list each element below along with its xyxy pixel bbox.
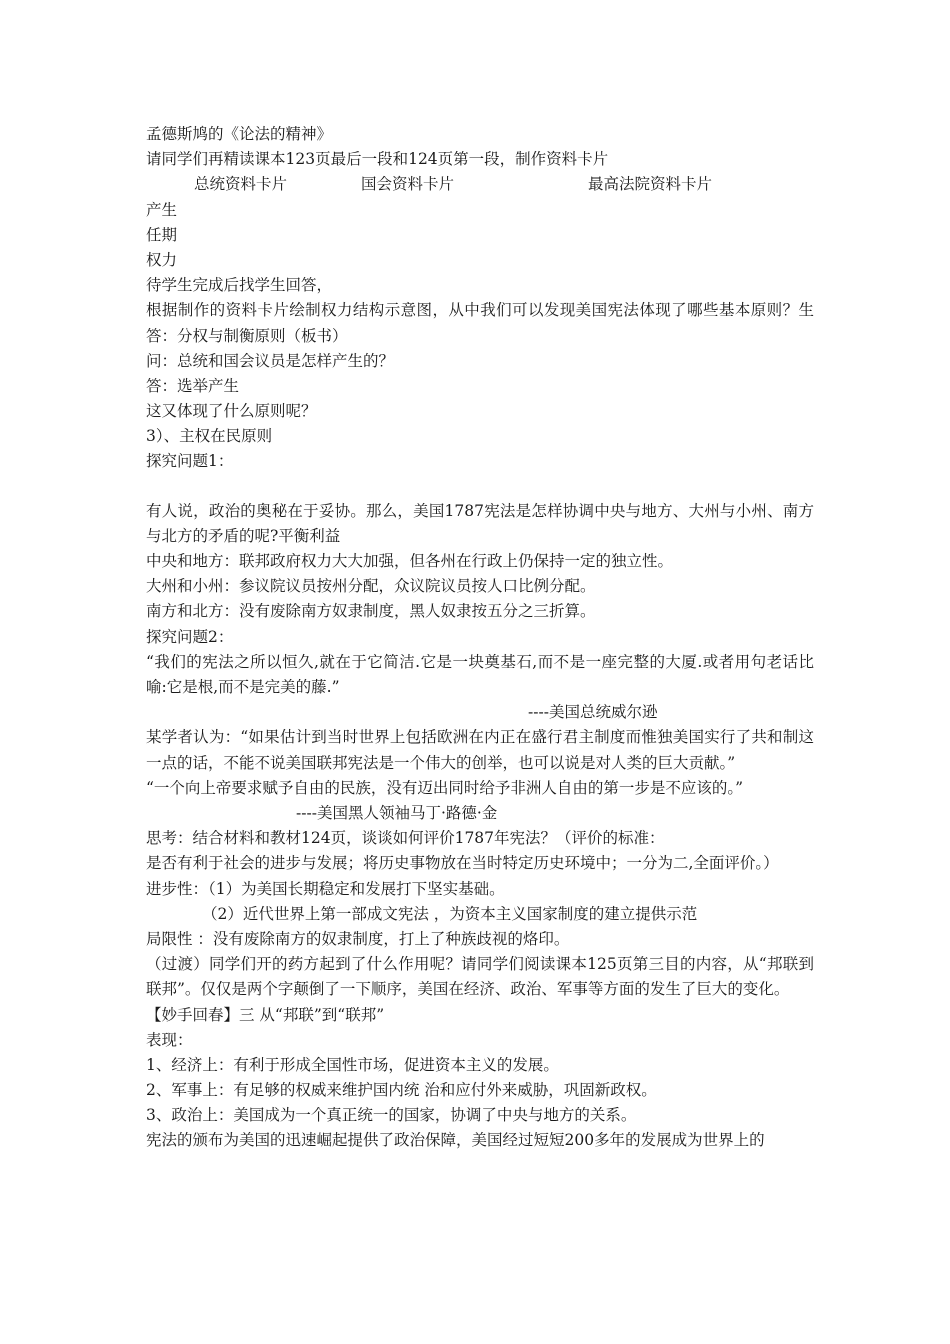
text-line: 请同学们再精读课本123页最后一段和124页第一段，制作资料卡片 bbox=[146, 150, 609, 169]
text-line: 探究问题2： bbox=[146, 627, 234, 646]
text-line: 3）、主权在民原则 bbox=[146, 427, 273, 446]
text-line: 大州和小州：参议院议员按州分配，众议院议员按人口比例分配。 bbox=[146, 577, 596, 596]
text-line: 产生 bbox=[146, 200, 178, 219]
blank-line bbox=[146, 475, 814, 499]
text-paragraph: 是否有利于社会的进步与发展；将历史事物放在当时特定历史环境中；一分为二,全面评价。） bbox=[146, 854, 779, 873]
section-heading: 【妙手回春】三 从“邦联”到“联邦” bbox=[146, 1005, 385, 1024]
quote-paragraph: “我们的宪法之所以恒久,就在于它简洁.它是一块奠基石,而不是一座完整的大厦.或者用句老话比喻:它是根,而不是完美的藤.” bbox=[146, 652, 814, 697]
text-line: 表现： bbox=[146, 1030, 193, 1049]
text-line: 思考：结合材料和教材124页，谈谈如何评价1787年宪法？（评价的标准： bbox=[146, 829, 665, 848]
text-line: 宪法的颁布为美国的迅速崛起提供了政治保障，美国经过短短200多年的发展成为世界上的 bbox=[146, 1131, 765, 1150]
text-line: 问：总统和国会议员是怎样产生的？ bbox=[146, 351, 395, 370]
text-line: 局限性 ：没有废除南方的奴隶制度，打上了种族歧视的烙印。 bbox=[146, 929, 570, 948]
quote-attribution: ----美国总统威尔逊 bbox=[528, 703, 658, 722]
text-line: 待学生完成后找学生回答， bbox=[146, 276, 333, 295]
text-line: 南方和北方：没有废除南方奴隶制度，黑人奴隶按五分之三折算。 bbox=[146, 602, 596, 621]
text-line: 任期 bbox=[146, 225, 178, 244]
text-line: 2、军事上：有足够的权威来维护国内统 治和应付外来威胁，巩固新政权。 bbox=[146, 1081, 657, 1100]
text-line: 答：选举产生 bbox=[146, 376, 240, 395]
text-line: （2）近代世界上第一部成文宪法 ，为资本主义国家制度的建立提供示范 bbox=[202, 904, 698, 923]
quote-line: “一个向上帝要求赋予自由的民族，没有迈出同时给予非洲人自由的第一步是不应该的。” bbox=[146, 778, 744, 797]
card-heading-court: 最高法院资料卡片 bbox=[588, 175, 713, 194]
text-line: 探究问题1： bbox=[146, 452, 234, 471]
text-line: 孟德斯鸠的《论法的精神》 bbox=[146, 125, 333, 143]
text-line: 3、政治上：美国成为一个真正统一的国家，协调了中央与地方的关系。 bbox=[146, 1106, 637, 1125]
text-line: 中央和地方：联邦政府权力大大加强，但各州在行政上仍保持一定的独立性。 bbox=[146, 552, 674, 571]
text-paragraph: （过渡）同学们开的药方起到了什么作用呢？请同学们阅读课本125页第三目的内容，从“邦联到联邦”。仅仅是两个字颠倒了一下顺序，美国在经济、政治、军事等方面的发生了巨大的变化。 bbox=[146, 955, 814, 999]
text-line: 进步性：（1）为美国长期稳定和发展打下坚实基础。 bbox=[146, 879, 505, 898]
text-line: 权力 bbox=[146, 250, 178, 269]
card-heading-congress: 国会资料卡片 bbox=[361, 175, 455, 194]
text-paragraph: 根据制作的资料卡片绘制权力结构示意图，从中我们可以发现美国宪法体现了哪些基本原则？生答：分权与制衡原则（板书） bbox=[146, 301, 814, 345]
text-paragraph: 有人说，政治的奥秘在于妥协。那么，美国1787宪法是怎样协调中央与地方、大州与小州、南方与北方的矛盾的呢?平衡利益 bbox=[146, 501, 814, 545]
document-body bbox=[146, 122, 814, 1154]
quote-attribution: ----美国黑人领袖马丁·路德·金 bbox=[296, 804, 498, 822]
text-paragraph: 某学者认为：“如果估计到当时世界上包括欧洲在内正在盛行君主制度而惟独美国实行了共和制这一点的话，不能不说美国联邦宪法是一个伟大的创举，也可以说是对人类的巨大贡献。” bbox=[146, 728, 814, 772]
card-heading-president: 总统资料卡片 bbox=[194, 175, 288, 194]
card-headings bbox=[146, 172, 814, 197]
text-line: 1、经济上：有利于形成全国性市场，促进资本主义的发展。 bbox=[146, 1055, 559, 1074]
text-line: 这又体现了什么原则呢？ bbox=[146, 402, 317, 421]
